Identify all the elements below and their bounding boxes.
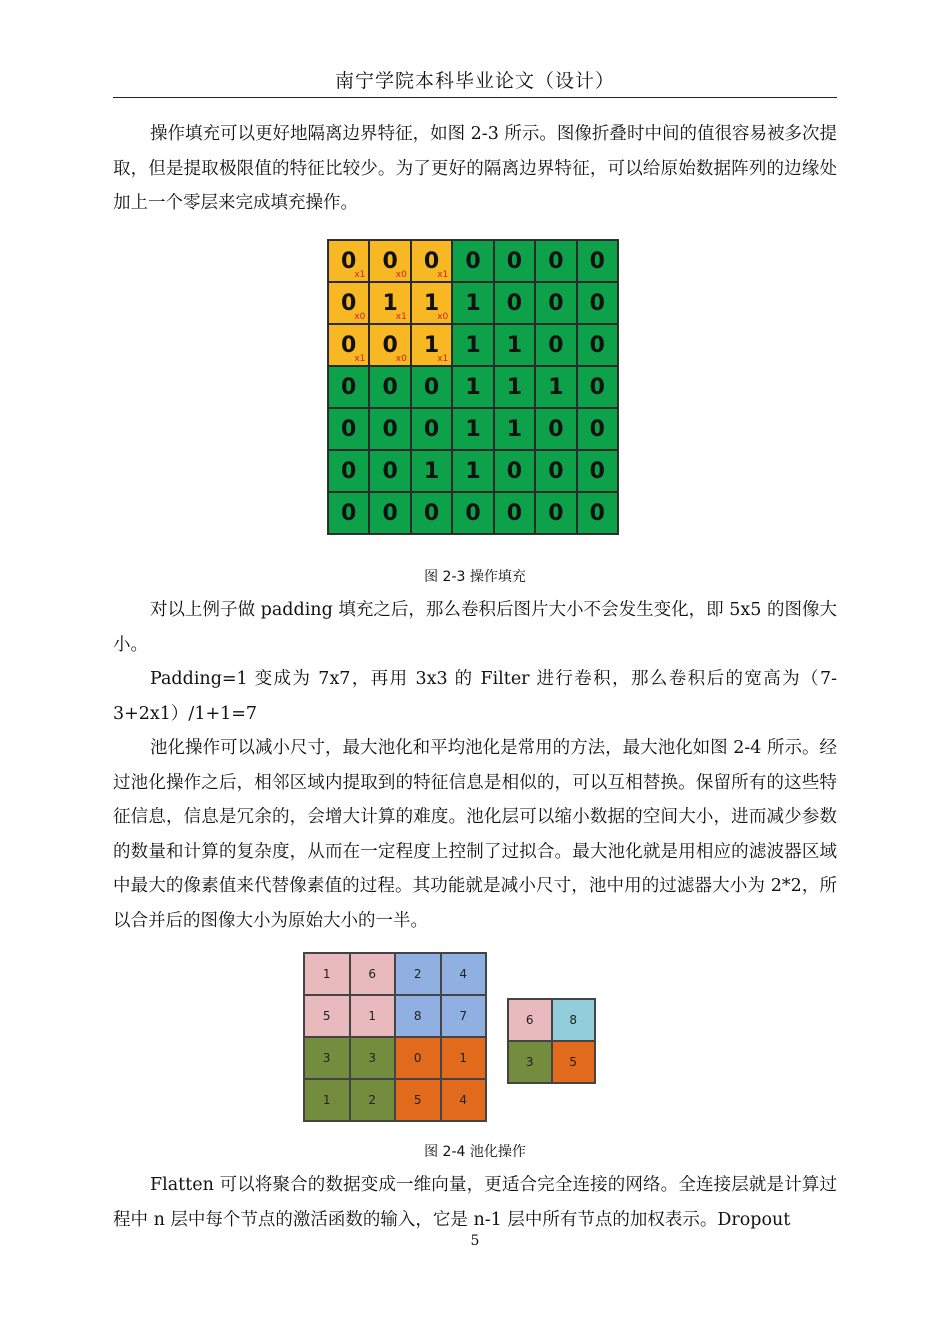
pool-input-cell: 6 (350, 953, 396, 995)
cell-value: 0 (382, 374, 398, 400)
cell-value: 0 (423, 416, 440, 442)
cell-value: 1 (465, 332, 481, 358)
paragraph-flatten: Flatten 可以将聚合的数据变成一维向量，更适合完全连接的网络。全连接层就是计算过程中 n 层中每个节点的激活函数的输入，它是 n-1 层中所有节点的加权表示。Dropout (113, 1175, 837, 1230)
cell-value: 0 (341, 374, 357, 400)
grid-cell (535, 366, 576, 408)
grid-cell (411, 282, 452, 324)
cell-value: 0 (589, 248, 605, 274)
grid-cell (494, 408, 535, 450)
grid-cell (411, 492, 452, 534)
grid-cell (328, 408, 369, 450)
grid-cell (535, 240, 576, 282)
figure-2-4-caption: 图 2-4 池化操作 (424, 1144, 526, 1160)
running-header: 南宁学院本科毕业论文（设计） (334, 70, 615, 92)
grid-cell (535, 450, 576, 492)
cell-value: 0 (341, 500, 357, 526)
kernel-weight: x1 (354, 270, 366, 280)
grid-cell (369, 324, 410, 366)
cell-value: 1 (423, 332, 440, 358)
grid-cell (411, 450, 452, 492)
pool-input-cell: 5 (304, 995, 350, 1037)
grid-cell (452, 450, 493, 492)
cell-value: 0 (341, 458, 357, 484)
kernel-weight: x1 (395, 312, 407, 322)
cell-value: 1 (465, 458, 481, 484)
grid-cell (369, 492, 410, 534)
pool-input-cell: 5 (395, 1079, 441, 1121)
grid-cell (535, 324, 576, 366)
grid-cell (452, 366, 493, 408)
kernel-weight: x0 (395, 354, 407, 364)
grid-cell (494, 324, 535, 366)
pool-input-cell: 4 (441, 1079, 487, 1121)
grid-cell (535, 408, 576, 450)
cell-value: 0 (589, 290, 605, 316)
cell-value: 0 (341, 332, 357, 358)
cell-value: 1 (423, 458, 440, 484)
pool-input-cell: 1 (304, 1079, 350, 1121)
cell-value: 1 (465, 416, 481, 442)
grid-cell (369, 408, 410, 450)
grid-cell (328, 450, 369, 492)
cell-value: 0 (589, 416, 605, 442)
header-rule (113, 97, 837, 98)
grid-cell (577, 408, 618, 450)
grid-cell (452, 240, 493, 282)
grid-cell (452, 492, 493, 534)
cell-value: 1 (506, 374, 523, 400)
grid-cell (494, 366, 535, 408)
cell-value: 0 (382, 248, 398, 274)
pool-input-cell: 3 (350, 1037, 396, 1079)
grid-cell (411, 240, 452, 282)
cell-value: 0 (548, 416, 564, 442)
pool-output-cell: 3 (508, 1041, 552, 1083)
cell-value: 0 (423, 500, 440, 526)
grid-cell (577, 492, 618, 534)
grid-cell (369, 282, 410, 324)
kernel-weight: x1 (354, 354, 366, 364)
grid-cell (494, 240, 535, 282)
cell-value: 0 (506, 248, 523, 274)
grid-cell (577, 366, 618, 408)
pool-input-cell: 1 (304, 953, 350, 995)
pool-input-cell: 7 (441, 995, 487, 1037)
cell-value: 1 (465, 290, 481, 316)
grid-cell (577, 240, 618, 282)
paragraph-padding-example: 对以上例子做 padding 填充之后，那么卷积后图片大小不会发生变化，即 5x5 的图像大小。 (113, 600, 837, 655)
pool-output-cell: 6 (508, 999, 552, 1041)
cell-value: 0 (341, 290, 357, 316)
cell-value: 0 (382, 458, 398, 484)
cell-value: 0 (382, 416, 398, 442)
grid-cell (328, 492, 369, 534)
cell-value: 1 (423, 290, 440, 316)
grid-cell (452, 408, 493, 450)
pool-input-cell: 0 (395, 1037, 441, 1079)
pool-output-cell: 8 (552, 999, 596, 1041)
grid-cell (411, 366, 452, 408)
cell-value: 0 (589, 374, 605, 400)
pool-input-cell: 2 (395, 953, 441, 995)
grid-cell (411, 324, 452, 366)
cell-value: 1 (506, 416, 523, 442)
grid-cell (535, 492, 576, 534)
figure-pooling-output-grid (507, 998, 596, 1084)
kernel-weight: x1 (437, 270, 449, 280)
pool-input-cell: 2 (350, 1079, 396, 1121)
grid-cell (369, 240, 410, 282)
pool-input-cell: 3 (304, 1037, 350, 1079)
cell-value: 0 (589, 332, 605, 358)
kernel-weight: x0 (354, 312, 366, 322)
cell-value: 0 (548, 458, 564, 484)
cell-value: 0 (341, 416, 357, 442)
cell-value: 0 (423, 248, 440, 274)
grid-cell (411, 408, 452, 450)
grid-cell (452, 324, 493, 366)
kernel-weight: x1 (437, 354, 449, 364)
cell-value: 1 (382, 290, 398, 316)
cell-value: 0 (341, 248, 357, 274)
cell-value: 0 (423, 374, 440, 400)
cell-value: 0 (382, 332, 398, 358)
cell-value: 1 (465, 374, 481, 400)
pool-input-cell: 1 (441, 1037, 487, 1079)
grid-cell (328, 282, 369, 324)
cell-value: 0 (465, 500, 481, 526)
pool-input-cell: 1 (350, 995, 396, 1037)
grid-cell (369, 450, 410, 492)
cell-value: 0 (548, 290, 564, 316)
cell-value: 1 (506, 332, 523, 358)
grid-cell (577, 450, 618, 492)
pool-input-cell: 8 (395, 995, 441, 1037)
paragraph-padding-intro: 操作填充可以更好地隔离边界特征，如图 2-3 所示。图像折叠时中间的值很容易被多次提取，但是提取极限值的特征比较少。为了更好的隔离边界特征，可以给原始数据阵列的边缘处加上一个零层来完成填充操作。 (113, 124, 837, 213)
figure-2-3-caption: 图 2-3 操作填充 (424, 569, 526, 585)
cell-value: 1 (548, 374, 564, 400)
grid-cell (494, 450, 535, 492)
paragraph-padding-formula: Padding=1 变成为 7x7，再用 3x3 的 Filter 进行卷积，那么卷积后的宽高为（7-3+2x1）/1+1=7 (113, 669, 837, 724)
pool-input-cell: 4 (441, 953, 487, 995)
paragraph-pooling: 池化操作可以减小尺寸，最大池化和平均池化是常用的方法，最大池化如图 2-4 所示。经过池化操作之后，相邻区域内提取到的特征信息是相似的，可以互相替换。保留所有的这些特征信息，信息是冗余的，会增大计算的难度。池化层可以缩小数据的空间大小，进而减少参数的数量和计算的复杂度，从而在一定程度上控制了过拟合。最大池化就是用相应的滤波器区域中最大的像素值来代替像素值的过程。其功能就是减小尺寸，池中用的过滤器大小为 2*2，所以合并后的图像大小为原始大小的一半。 (113, 738, 837, 931)
kernel-weight: x0 (437, 312, 449, 322)
cell-value: 0 (382, 500, 398, 526)
grid-cell (494, 282, 535, 324)
cell-value: 0 (506, 500, 523, 526)
grid-cell (577, 324, 618, 366)
cell-value: 0 (506, 290, 523, 316)
cell-value: 0 (548, 248, 564, 274)
grid-cell (577, 282, 618, 324)
grid-cell (328, 366, 369, 408)
pool-output-cell: 5 (552, 1041, 596, 1083)
cell-value: 0 (548, 332, 564, 358)
cell-value: 0 (589, 500, 605, 526)
grid-cell (452, 282, 493, 324)
cell-value: 0 (465, 248, 481, 274)
figure-padding-grid (327, 239, 619, 535)
grid-cell (535, 282, 576, 324)
kernel-weight: x0 (395, 270, 407, 280)
page-number: 5 (470, 1233, 480, 1249)
cell-value: 0 (548, 500, 564, 526)
grid-cell (369, 366, 410, 408)
grid-cell (328, 240, 369, 282)
grid-cell (494, 492, 535, 534)
figure-pooling-input-grid (303, 952, 487, 1122)
cell-value: 0 (506, 458, 523, 484)
grid-cell (328, 324, 369, 366)
cell-value: 0 (589, 458, 605, 484)
